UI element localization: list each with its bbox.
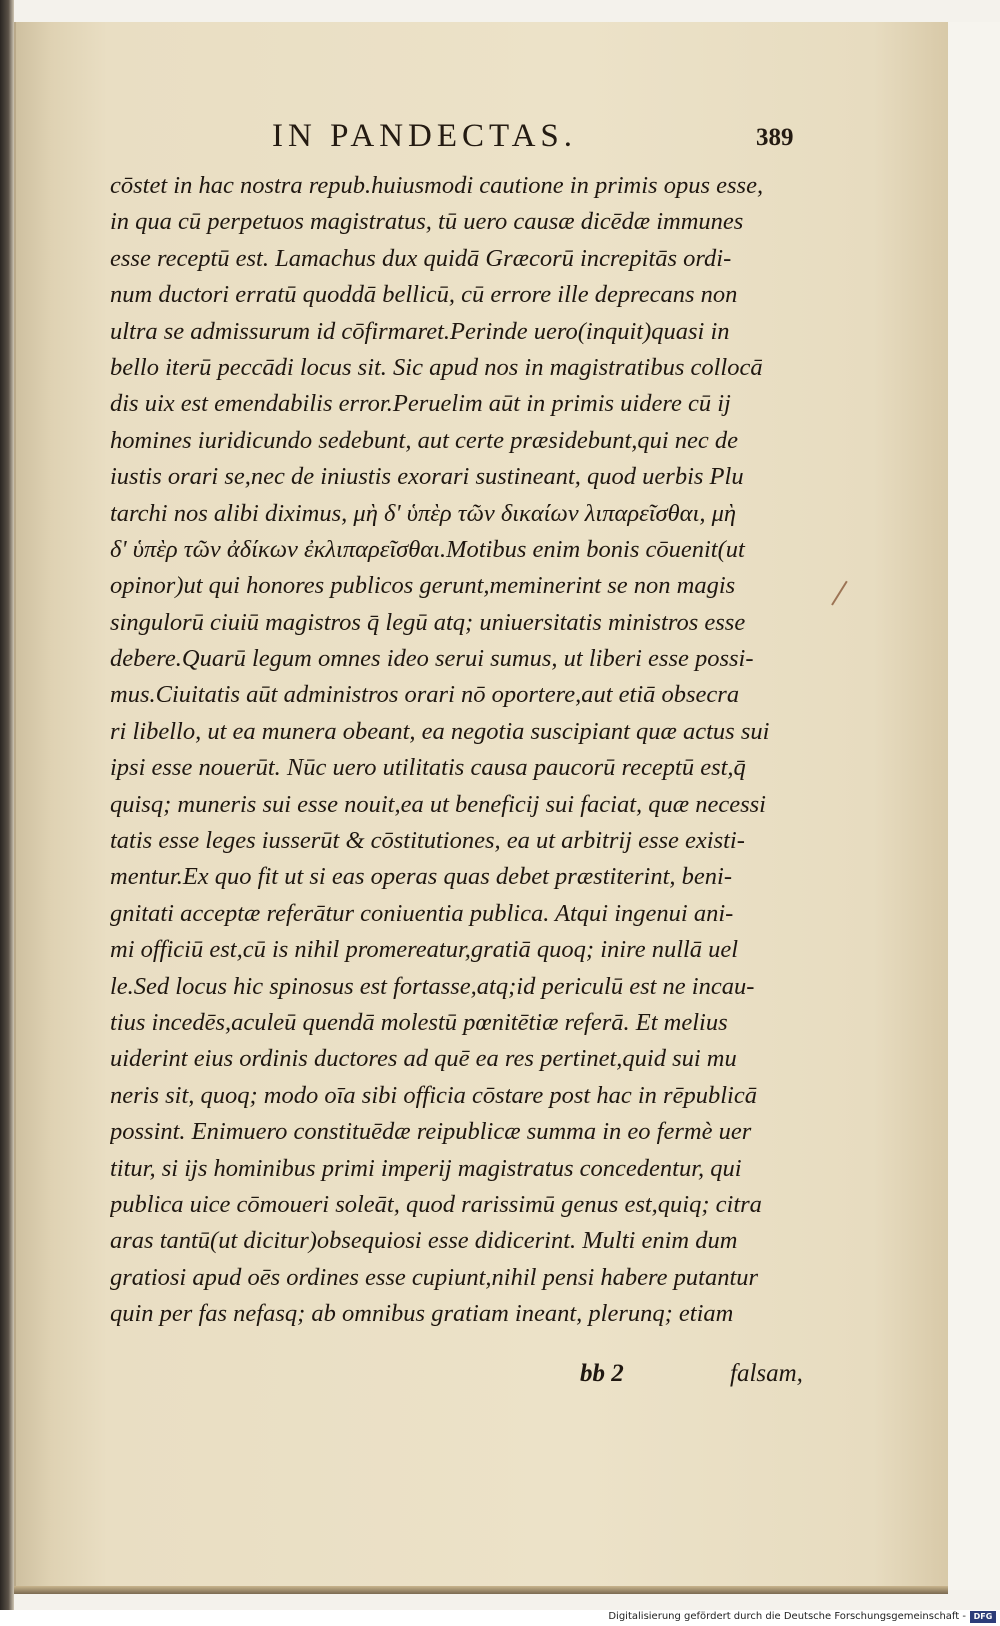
page-number: 389 [756,124,794,151]
text-line: possint. Enimuero constituēdæ reipublicæ summa in eo fermè uer [110,1118,752,1146]
dfg-logo: DFG [970,1611,996,1623]
text-line: tatis esse leges iusserūt & cōstitutiones, ea ut arbitrij esse existi- [110,827,745,855]
text-line: gnitati acceptæ referātur coniuentia publica. Atqui ingenui ani- [110,899,734,927]
text-line: tarchi nos alibi diximus, μὴ δ' ὑπὲρ τῶν δικαίων λιπαρεῖσθαι, μὴ [110,499,737,527]
text-line: gratiosi apud oēs ordines esse cupiunt,nihil pensi habere putantur [110,1263,759,1291]
text-line: uiderint eius ordinis ductores ad quē ea res pertinet,quid sui mu [110,1045,737,1073]
text-line: quisq; muneris sui esse nouit,ea ut beneficij sui faciat, quæ necessi [110,790,766,818]
body-text [110,168,822,1333]
scan-margin [948,22,1000,1590]
text-line: neris sit, quoq; modo oīa sibi officia cōstare post hac in rēpublicā [110,1081,757,1109]
text-line: ri libello, ut ea munera obeant, ea negotia suscipiant quæ actus sui [110,717,770,745]
binding-shadow [0,0,14,1610]
credit-text: Digitalisierung gefördert durch die Deutsche Forschungsgemeinschaft - [608,1611,966,1622]
text-line: mi officiū est,cū is nihil promereatur,gratiā quoq; inire nullā uel [110,936,739,964]
text-line: titur, si ijs hominibus primi imperij magistratus concedentur, qui [110,1154,742,1182]
text-line: le.Sed locus hic spinosus est fortasse,atq;id periculū est ne incau- [110,972,755,1000]
pencil-mark [831,581,848,606]
page-bottom-edge [14,1586,948,1594]
text-line: aras tantū(ut dicitur)obsequiosi esse didicerint. Multi enim dum [110,1227,738,1255]
text-line: quin per fas nefasq; ab omnibus gratiam ineant, plerunq; etiam [110,1300,734,1328]
text-line: opinor)ut qui honores publicos gerunt,meminerint se non magis [110,572,736,600]
text-line: δ' ὑπὲρ τῶν ἀδίκων ἐκλιπαρεῖσθαι.Motibus enim bonis cōuenit(ut [110,535,745,563]
text-line: num ductori erratū quoddā bellicū, cū errore ille deprecans non [110,281,738,309]
text-line: bello iterū peccādi locus sit. Sic apud nos in magistratibus collocā [110,353,763,381]
footer-credit [0,1610,1000,1626]
running-title: IN PANDECTAS. [272,118,578,154]
text-line: publica uice cōmoueri soleāt, quod rarissimū genus est,quiq; citra [110,1190,762,1218]
text-line: mus.Ciuitatis aūt administros orari nō oportere,aut etiā obsecra [110,681,740,709]
book-page [14,22,948,1590]
text-line: homines iuridicundo sedebunt, aut certe præsidebunt,qui nec de [110,426,739,454]
text-line: ipsi esse nouerūt. Nūc uero utilitatis causa paucorū receptū est,q̄ [110,754,746,782]
catchline [14,1360,948,1394]
text-line: tius incedēs,aculeū quendā molestū pœnitētiæ referā. Et melius [110,1008,728,1036]
catchword: falsam, [730,1360,803,1387]
running-head [14,118,948,162]
text-line: ultra se admissurum id cōfirmaret.Perinde uero(inquit)quasi in [110,317,730,345]
text-line: esse receptū est. Lamachus dux quidā Græcorū increpitās ordi- [110,244,732,272]
text-line: cōstet in hac nostra repub.huiusmodi cautione in primis opus esse, [110,172,764,199]
text-line: mentur.Ex quo fit ut si eas operas quas debet præstiterint, beni- [110,863,732,891]
text-line: in qua cū perpetuos magistratus, tū uero causæ dicēdæ immunes [110,208,744,236]
text-line: singulorū ciuiū magistros q̄ legū atq; uniuersitatis ministros esse [110,608,746,636]
signature-mark: bb 2 [580,1360,624,1387]
text-line: iustis orari se,nec de iniustis exorari sustineant, quod uerbis Plu [110,463,744,491]
text-line: debere.Quarū legum omnes ideo serui sumus, ut liberi esse possi- [110,645,754,673]
text-line: dis uix est emendabilis error.Peruelim aūt in primis uidere cū ij [110,390,731,418]
